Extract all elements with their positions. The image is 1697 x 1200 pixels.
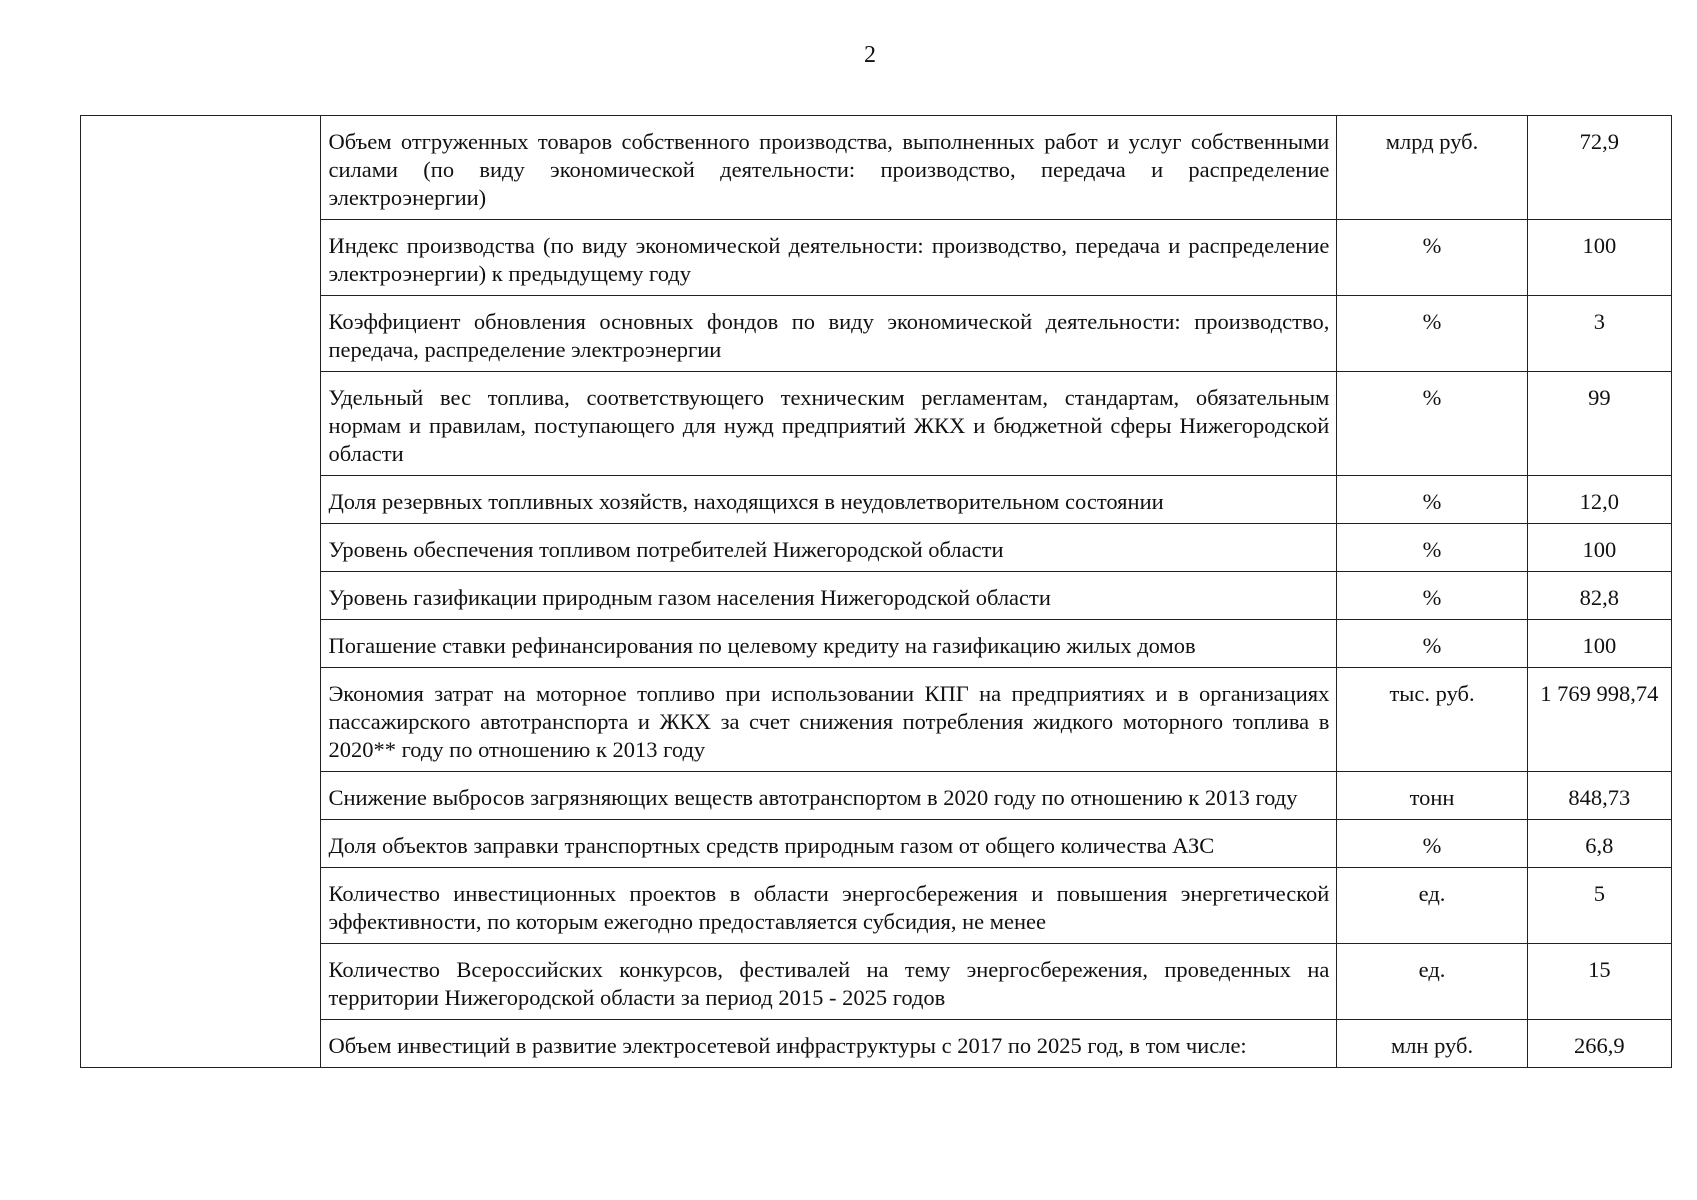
indicator-description: Количество инвестиционных проектов в области энергосбережения и повышения энергетической эффективности, по которым ежегодно предоставляется субсидия, не менее [321,868,1337,944]
indicator-description: Снижение выбросов загрязняющих веществ автотранспортом в 2020 году по отношению к 2013 году [321,772,1337,820]
indicator-unit: % [1337,476,1527,524]
table-row [81,116,1672,220]
indicator-unit: ед. [1337,868,1527,944]
indicator-value: 1 769 998,74 [1527,668,1671,772]
indicator-unit: % [1337,220,1527,296]
indicator-value: 72,9 [1527,116,1671,220]
blank-first-column-cell [81,116,321,1068]
indicator-unit: % [1337,572,1527,620]
indicator-unit: млрд руб. [1337,116,1527,220]
indicator-value: 5 [1527,868,1671,944]
indicator-description: Объем отгруженных товаров собственного производства, выполненных работ и услуг собственными силами (по виду экономической деятельности: производство, передача и распределение электроэнергии) [321,116,1337,220]
indicator-value: 266,9 [1527,1020,1671,1068]
indicator-description: Объем инвестиций в развитие электросетевой инфраструктуры с 2017 по 2025 год, в том числе: [321,1020,1337,1068]
page-number: 2 [864,42,876,68]
indicator-value: 3 [1527,296,1671,372]
indicator-value: 100 [1527,220,1671,296]
indicator-value: 6,8 [1527,820,1671,868]
indicator-unit: тыс. руб. [1337,668,1527,772]
indicator-description: Коэффициент обновления основных фондов по виду экономической деятельности: производство, передача, распределение электроэнергии [321,296,1337,372]
indicator-description: Доля объектов заправки транспортных средств природным газом от общего количества АЗС [321,820,1337,868]
indicator-unit: ед. [1337,944,1527,1020]
indicator-value: 15 [1527,944,1671,1020]
indicators-table-wrapper [80,115,1672,1068]
indicator-value: 848,73 [1527,772,1671,820]
table-body [81,116,1672,1068]
indicator-unit: % [1337,820,1527,868]
indicators-table [80,115,1672,1068]
indicator-unit: млн руб. [1337,1020,1527,1068]
indicator-description: Уровень газификации природным газом населения Нижегородской области [321,572,1337,620]
indicator-description: Удельный вес топлива, соответствующего техническим регламентам, стандартам, обязательным нормам и правилам, поступающего для нужд предприятий ЖКХ и бюджетной сферы Нижегородской области [321,372,1337,476]
indicator-unit: тонн [1337,772,1527,820]
indicator-value: 100 [1527,620,1671,668]
indicator-description: Погашение ставки рефинансирования по целевому кредиту на газификацию жилых домов [321,620,1337,668]
indicator-unit: % [1337,524,1527,572]
indicator-value: 82,8 [1527,572,1671,620]
indicator-description: Доля резервных топливных хозяйств, находящихся в неудовлетворительном состоянии [321,476,1337,524]
indicator-unit: % [1337,296,1527,372]
indicator-unit: % [1337,620,1527,668]
indicator-unit: % [1337,372,1527,476]
indicator-description: Экономия затрат на моторное топливо при использовании КПГ на предприятиях и в организациях пассажирского автотранспорта и ЖКХ за счет снижения потребления жидкого моторного топлива в 2020** году по отношению к 2013 году [321,668,1337,772]
indicator-value: 100 [1527,524,1671,572]
indicator-description: Уровень обеспечения топливом потребителей Нижегородской области [321,524,1337,572]
indicator-description: Количество Всероссийских конкурсов, фестивалей на тему энергосбережения, проведенных на территории Нижегородской области за период 2015 - 2025 годов [321,944,1337,1020]
indicator-value: 99 [1527,372,1671,476]
indicator-value: 12,0 [1527,476,1671,524]
indicator-description: Индекс производства (по виду экономической деятельности: производство, передача и распределение электроэнергии) к предыдущему году [321,220,1337,296]
